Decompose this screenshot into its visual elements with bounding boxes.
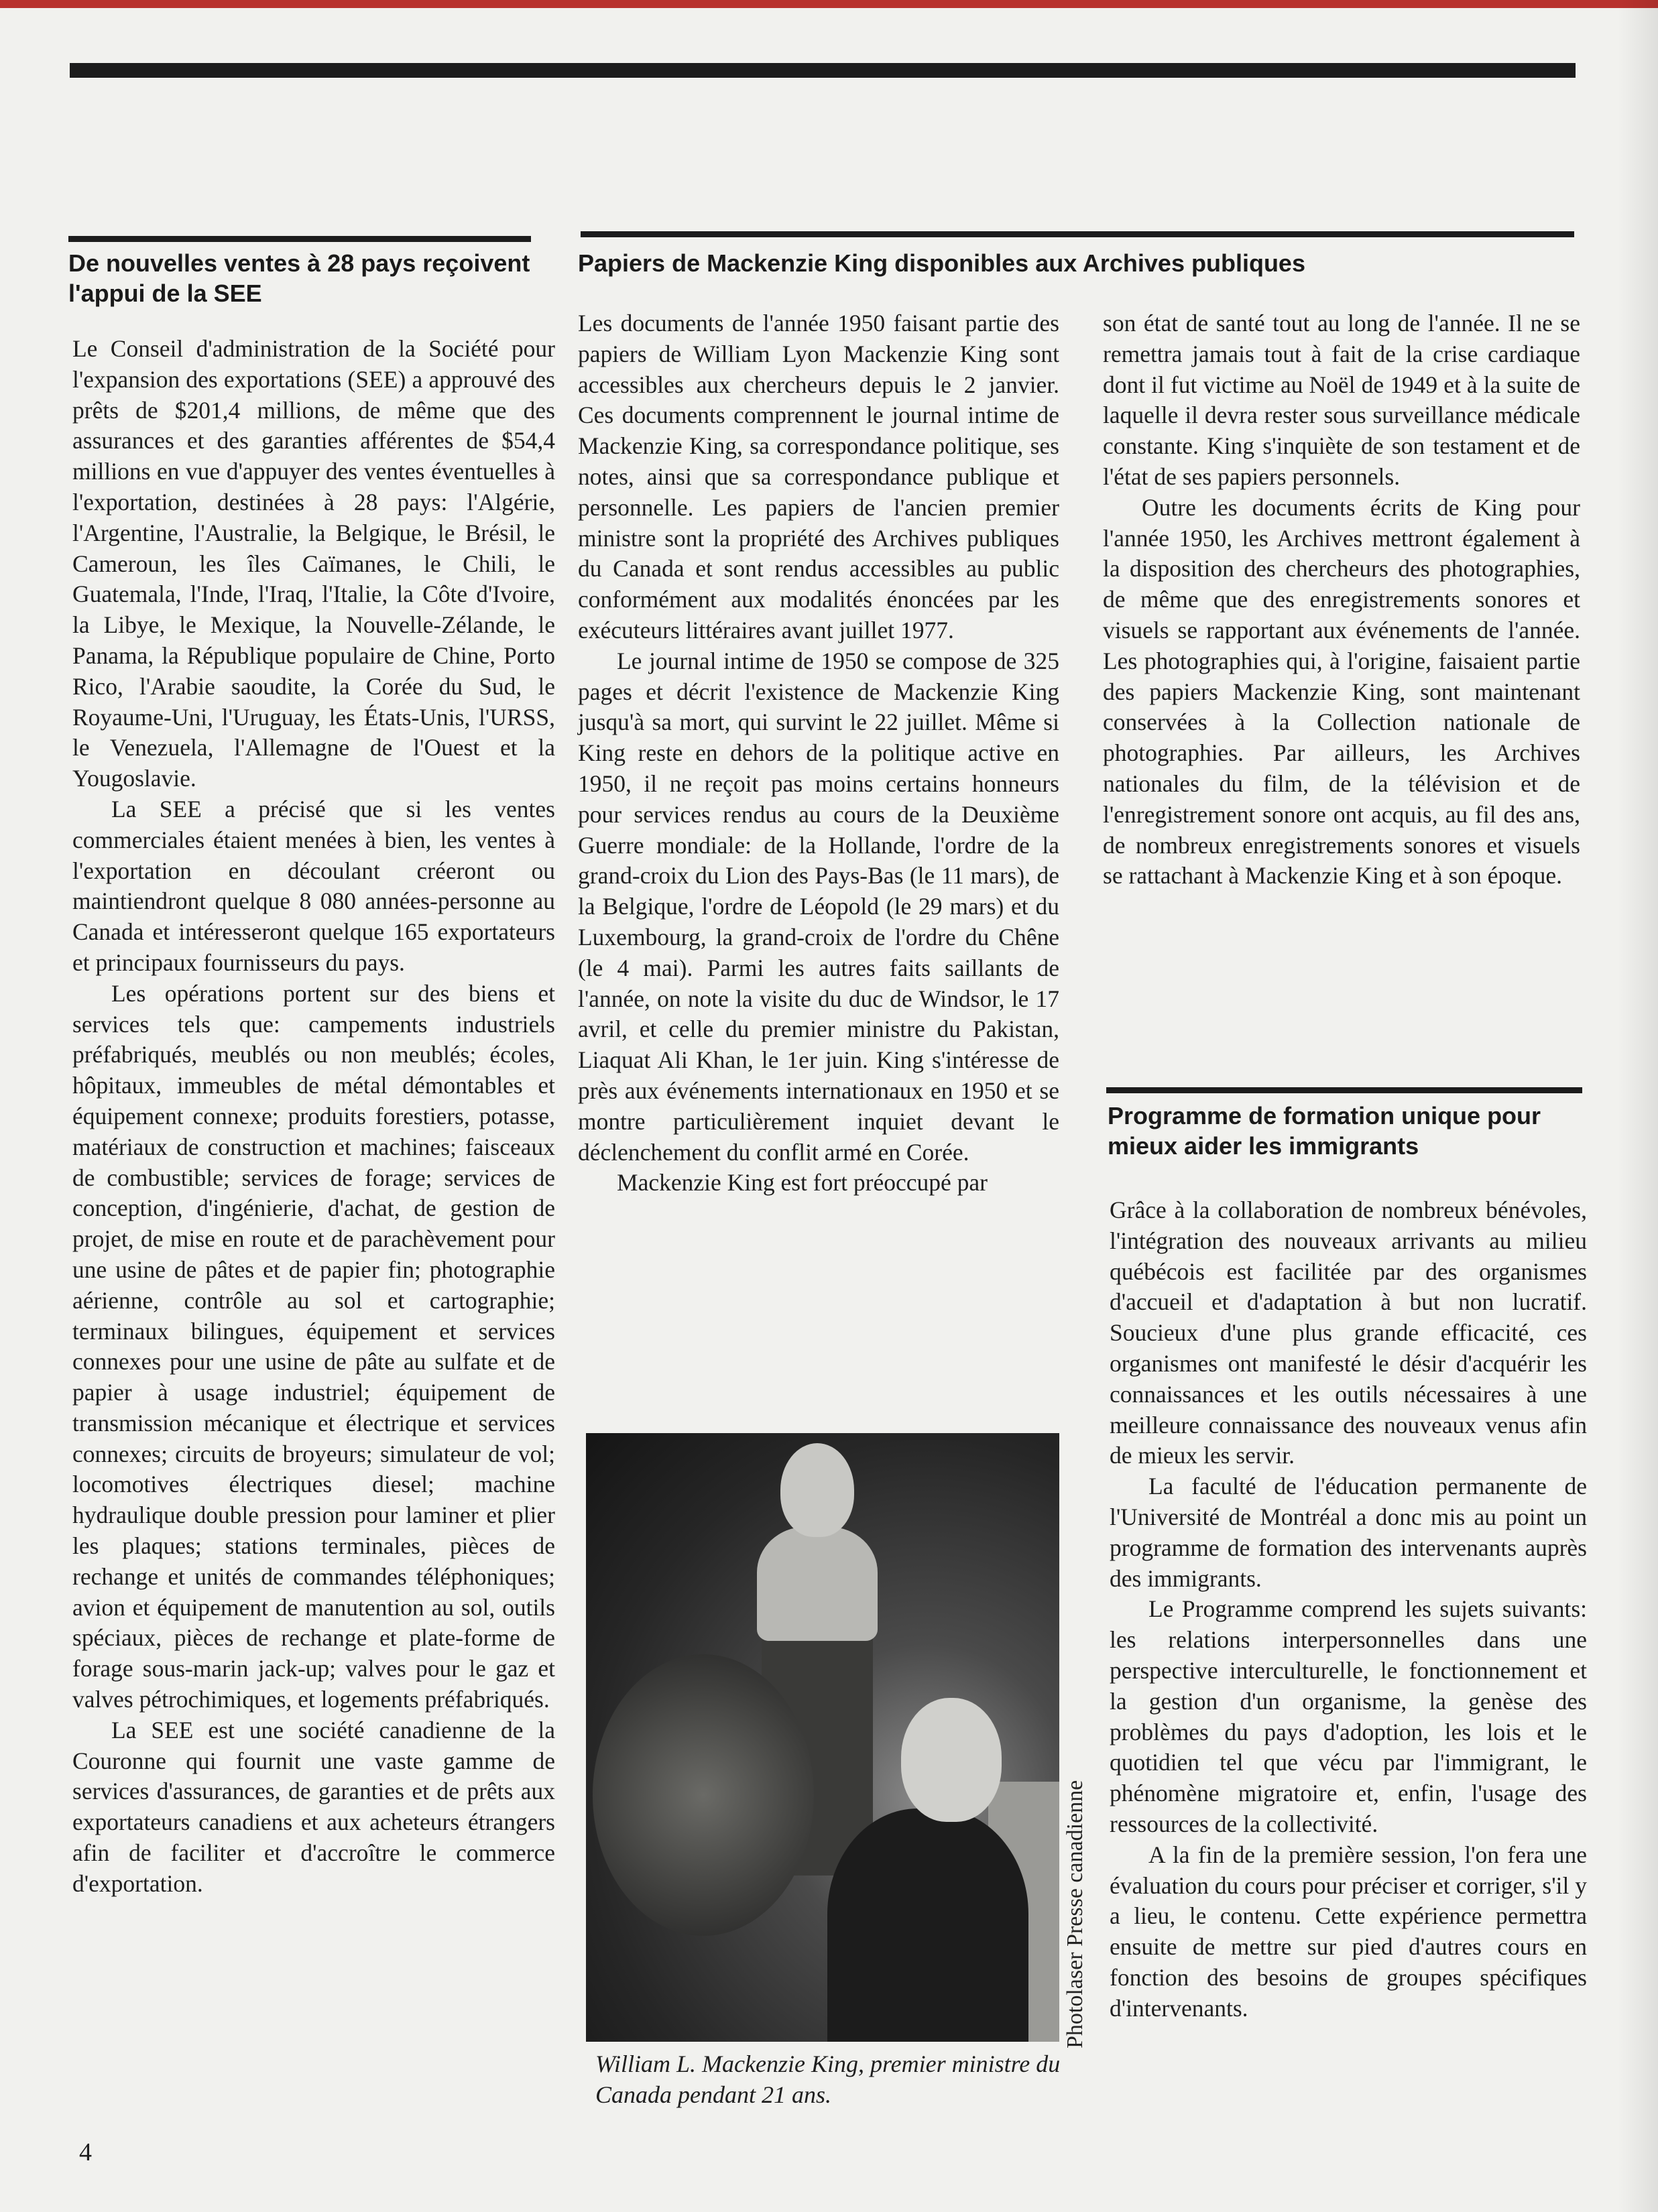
article-king-paragraph: Les documents de l'année 1950 faisant partie des papiers de William Lyon Mackenzie King sont accessibles aux chercheurs depuis le 2 janvier. Ces documents comprennent le journal intime de Mackenzie King, sa correspondance politique, ses notes, ainsi que sa correspondance publique et personnelle. Les papiers de l'ancien premier ministre sont la propriété des Archives publiques du Canada et sont rendus accessibles au public conformément aux modalités énoncées par les exécuteurs littéraires avant juillet 1977. [578, 310, 1059, 643]
article-immigrants-paragraph: La faculté de l'éducation permanente de l'Université de Montréal a donc mis au point un programme de formation des intervenants auprès des immigrants. [1110, 1473, 1587, 1592]
article-see-paragraph: La SEE a précisé que si les ventes commerciales étaient menées à bien, les ventes à l'exportation en découlant créeront ou maintiendront quelque 8 080 années-personne au Canada et intéresseront quelque 165 exportateurs et principaux fournisseurs du pays. [72, 795, 555, 976]
article-immigrants-body [1110, 1195, 1587, 2024]
article-king-paragraph: Mackenzie King est fort préoccupé par [617, 1169, 988, 1196]
article-king-paragraph: Outre les documents écrits de King pour l'année 1950, les Archives mettront également à la disposition des chercheurs des photographies, de même que des enregistrements sonores et visuels se rapportant aux événements de l'année. Les photographies qui, à l'origine, faisaient partie des papiers Mackenzie King, sont maintenant conservées à la Collection nationale de photographies. Par ailleurs, les Archives nationales du film, de la télévision et de l'enregistrement sonore ont acquis, au fil des ans, de nombreux enregistrements sonores et visuels se rattachant à Mackenzie King et à son époque. [1103, 493, 1580, 889]
article-immigrants-title: Programme de formation unique pour mieux aider les immigrants [1108, 1102, 1541, 1160]
article-immigrants-paragraph: A la fin de la première session, l'on fera une évaluation du cours pour préciser et corriger, s'il y a lieu, le contenu. Cette expérience permettra ensuite de mettre sur pied d'autres cours en fonction des besoins de groupes spécifiques d'intervenants. [1110, 1841, 1587, 2022]
article-king-paragraph: son état de santé tout au long de l'année. Il ne se remettra jamais tout à fait de la crise cardiaque dont il fut victime au Noël de 1949 et à la suite de laquelle il devra rester sous surveillance médicale constante. King s'inquiète de son testament et de l'état de ses papiers personnels. [1103, 310, 1580, 490]
page-top-edge [0, 0, 1658, 8]
article-king-paragraph: Le journal intime de 1950 se compose de 325 pages et décrit l'existence de Mackenzie King jusqu'à sa mort, qui survint le 22 juillet. Même si King reste en dehors de la politique active en 1950, il ne reçoit pas moins certains honneurs pour services rendus au cours de la Deuxième Guerre mondiale: de la Hollande, l'ordre de la grand-croix du Lion des Pays-Bas (le 11 mars), de la Belgique, l'ordre de Léopold (le 29 mars) et du Luxembourg, la grand-croix de l'ordre du Chêne (le 4 mai). Parmi les autres faits saillants de l'année, on note la visite du duc de Windsor, le 17 avril, et celle du premier ministre du Pakistan, Liaquat Ali Khan, le 1er juin. King s'intéresse de près aux événements internationaux en 1950 et se montre particulièrement inquiet devant le déclenchement du conflit armé en Corée. [578, 647, 1059, 1166]
page-number: 4 [79, 2138, 92, 2166]
photo-man-body [827, 1808, 1028, 2042]
article-see-paragraph: Le Conseil d'administration de la Société pour l'expansion des exportations (SEE) a approuvé des prêts de $201,4 millions, de même que des assurances et des garanties afférentes de $54,4 millions en vue d'appuyer des ventes éventuelles à l'exportation, destinées à 28 pays: l'Algérie, l'Argentine, l'Australie, la Belgique, le Brésil, le Cameroun, les îles Caïmanes, le Chili, le Guatemala, l'Inde, l'Iraq, l'Italie, la Côte d'Ivoire, la Libye, le Mexique, la Nouvelle-Zélande, le Panama, la République populaire de Chine, Porto Rico, l'Arabie saoudite, la Corée du Sud, le Royaume-Uni, l'Uruguay, les États-Unis, l'URSS, le Venezuela, l'Allemagne de l'Ouest et la Yougoslavie. [72, 335, 555, 792]
article-see-body [72, 334, 555, 1900]
page-binding-shadow [1618, 0, 1658, 2212]
article-see-rule [68, 236, 531, 242]
article-king-col1 [578, 308, 1059, 1199]
article-immigrants-paragraph: Le Programme comprend les sujets suivants: les relations interpersonnelles dans une perspective interculturelle, le fonctionnement et la gestion d'un organisme, la genèse des problèmes du pays d'adoption, les lois et le quotidien tel que vécu par l'immigrant, le phénomène migratoire et, enfin, l'usage des ressources de la collectivité. [1110, 1595, 1587, 1837]
article-see-paragraph: Les opérations portent sur des biens et services tels que: campements industriels préfabriqués, meublés ou non meublés; écoles, hôpitaux, immeubles de métal démontables et équipement connexe; produits forestiers, potasse, matériaux de construction et machines; faisceaux de combustible; services de forage; services de conception, d'ingénierie, d'achat, de gestion de projet, de mise en route et de parachèvement pour une usine de pâtes et de papier fin; photographie aérienne, contrôle au sol et cartographie; terminaux bilingues, équipement et services connexes pour une usine de pâte au sulfate et de papier à usage industriel; équipement de transmission mécanique et électrique et services connexes; circuits de broyeurs; simulateur de vol; locomotives électriques diesel; machine hydraulique double pression pour laminer et plier les plaques; stations terminales, pièces de rechange et unités de commandes téléphoniques; avion et équipement de manutention au sol, outils spéciaux, pièces de rechange et plate-forme de forage sous-marin jack-up; valves pour le gaz et valves pétrochimiques, et logements préfabriqués. [72, 979, 555, 1713]
article-see-paragraph: La SEE est une société canadienne de la Couronne qui fournit une vaste gamme de services d'assurances, de garanties et de prêts aux exportateurs canadiens et aux acheteurs étrangers afin de faciliter et d'accroître le commerce d'exportation. [72, 1716, 555, 1897]
article-immigrants-rule [1106, 1087, 1582, 1093]
article-see-title: De nouvelles ventes à 28 pays reçoivent l'appui de la SEE [68, 249, 530, 307]
photo-bust-body [757, 1527, 878, 1641]
article-king-title: Papiers de Mackenzie King disponibles aux Archives publiques [578, 249, 1305, 277]
header-rule [70, 63, 1576, 78]
photo-caption: William L. Mackenzie King, premier ministre du Canada pendant 21 ans. [595, 2050, 1061, 2108]
photo-credit: Photolaser Presse canadienne [1063, 1780, 1087, 2048]
photo-flowers [593, 1654, 814, 1936]
article-king-rule [581, 231, 1574, 237]
article-king-col2 [1103, 308, 1580, 892]
photo-man-head [901, 1698, 1002, 1822]
article-immigrants-paragraph: Grâce à la collaboration de nombreux bénévoles, l'intégration des nouveaux arrivants au milieu québécois est facilitée par des organismes d'accueil et d'adaptation à but non lucratif. Soucieux d'une plus grande efficacité, ces organismes ont manifesté le désir d'acquérir les connaissances et les outils nécessaires à une meilleure connaissance des nouveaux venus afin de mieux les servir. [1110, 1196, 1587, 1469]
photo-bust-head [780, 1443, 854, 1537]
mackenzie-king-photo [586, 1433, 1059, 2042]
